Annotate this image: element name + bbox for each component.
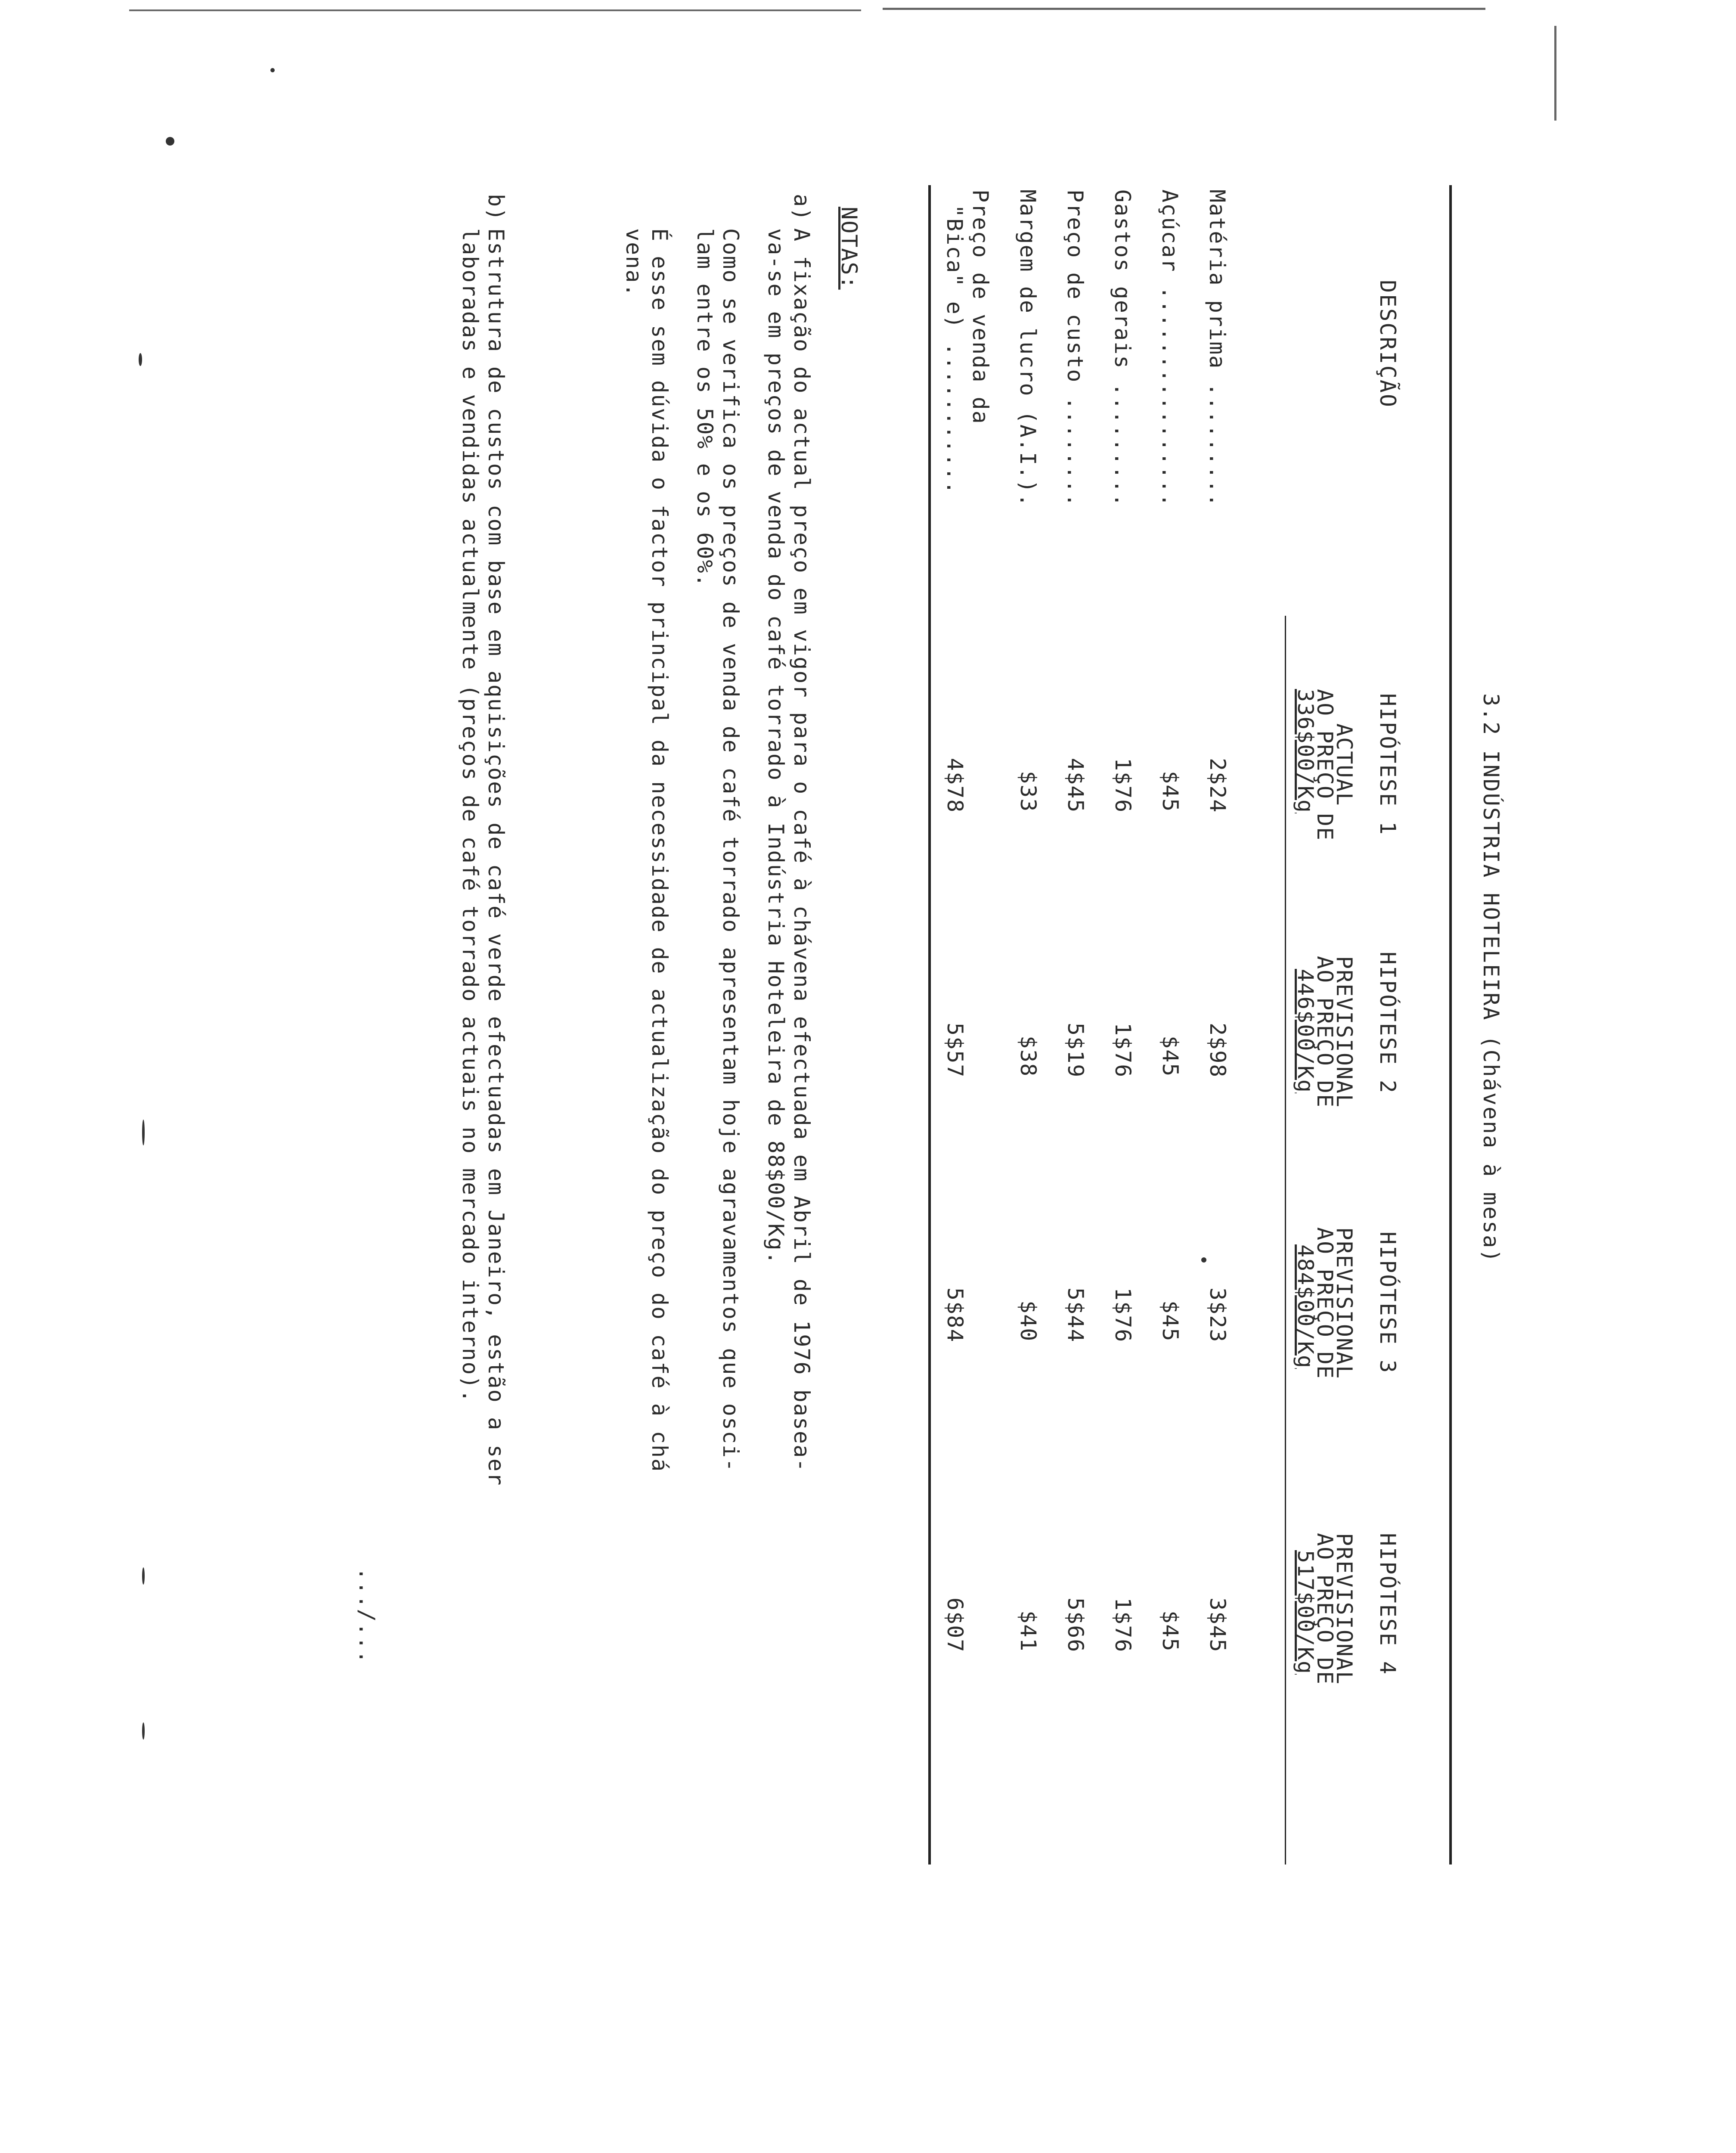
column-header-3: HIPÓTESE 3	[1375, 1232, 1400, 1374]
cell-r2-c3: $45	[1158, 1300, 1183, 1342]
row-label-materia-prima: Matéria prima .........	[1205, 189, 1230, 508]
cell-r3-c1: 1$76	[1110, 758, 1135, 813]
cell-r1-c4: 3$45	[1205, 1598, 1230, 1653]
column-subheader-2c: 446$00/Kg	[1293, 969, 1318, 1093]
note-a-line-4: lam entre os 50% e os 60%.	[692, 228, 717, 588]
note-a-line-5: É esse sem dúvida o factor principal da necessidade de actualização do preço do café à chá	[647, 228, 672, 1473]
notes-heading: NOTAS:	[837, 207, 862, 290]
column-subheader-4c: 517$00/Kg	[1293, 1550, 1318, 1675]
note-a-line-6: vena.	[621, 228, 646, 298]
cell-r2-c1: $45	[1158, 771, 1183, 813]
column-header-4: HIPÓTESE 4	[1375, 1533, 1400, 1676]
cell-r4-c4: 5$66	[1063, 1598, 1088, 1653]
cell-r3-c3: 1$76	[1110, 1287, 1135, 1343]
cell-r5-c2: $38	[1016, 1036, 1041, 1077]
column-subheader-2a: PREVISIONAL	[1332, 956, 1357, 1108]
column-subheader-3c: 484$00/Kg	[1293, 1244, 1318, 1369]
row-label-bica: "Bica" e) ...........	[942, 205, 967, 495]
cell-r2-c2: $45	[1158, 1036, 1183, 1077]
cell-r4-c3: 5$44	[1063, 1287, 1088, 1343]
table-bottom-rule	[928, 185, 931, 1864]
cell-r4-c1: 4$45	[1063, 758, 1088, 813]
continuation-mark: .../...	[354, 1567, 379, 1664]
row-label-acucar: Açúcar ................	[1157, 189, 1182, 508]
cell-r1-c1: 2$24	[1205, 758, 1230, 813]
row-label-margem-lucro: Margem de lucro (A.I.).	[1015, 189, 1040, 508]
column-header-2: HIPÓTESE 2	[1375, 952, 1400, 1095]
column-subheader-1b: AO PREÇO DE	[1312, 689, 1337, 841]
header-bottom-rule	[1285, 616, 1286, 1864]
cell-r6-c2: 5$57	[942, 1023, 967, 1078]
document-title: 3.2 INDÚSTRIA HOTELEIRA (Chávena à mesa)	[1479, 693, 1504, 1264]
row-label-gastos-gerais: Gastos gerais .........	[1110, 189, 1135, 508]
row-label-preco-custo: Preço de custo ........	[1063, 189, 1088, 508]
note-a-line-3: Como se verifica os preços de venda de café torrado apresentam hoje agravamentos que osci-	[718, 228, 743, 1473]
cell-r2-c4: $45	[1158, 1610, 1183, 1652]
row-label-preco-venda: Preço de venda da	[968, 189, 993, 425]
note-b-line-1: Estrutura de custos com base em aquisições de café verde efectuadas em Janeiro, estão a ser	[484, 228, 508, 1486]
cell-r5-c4: $41	[1016, 1610, 1041, 1652]
note-a-marker: a)	[789, 194, 814, 222]
cell-r5-c3: $40	[1016, 1300, 1041, 1342]
cell-r1-c3: 3$23	[1205, 1287, 1230, 1343]
table-top-rule	[1449, 185, 1452, 1864]
column-subheader-1c: 336$00/Kg	[1293, 689, 1318, 813]
cell-r6-c3: 5$84	[942, 1287, 967, 1343]
note-a-line-1: A fixação do actual preço em vigor para o café à chávena efectuada em Abril de 1976 basea-	[789, 228, 814, 1473]
column-subheader-3b: AO PREÇO DE	[1312, 1227, 1337, 1380]
cell-r4-c2: 5$19	[1063, 1023, 1088, 1078]
note-b-marker: b)	[484, 194, 508, 222]
column-subheader-3a: PREVISIONAL	[1332, 1227, 1357, 1380]
note-b-line-2: laboradas e vendidas actualmente (preços de café torrado actuais no mercado interno).	[458, 228, 483, 1403]
column-header-1: HIPÓTESE 1	[1375, 693, 1400, 836]
column-subheader-2b: AO PREÇO DE	[1312, 956, 1337, 1108]
cell-r6-c4: 6$07	[942, 1598, 967, 1653]
note-a-line-2: va-se em preços de venda do café torrado à Indústria Hoteleira de 88$00/Kg.	[763, 228, 788, 1265]
column-subheader-1a: ACTUAL	[1332, 723, 1357, 807]
cell-r6-c1: 4$78	[942, 758, 967, 813]
column-subheader-4a: PREVISIONAL	[1332, 1533, 1357, 1685]
cell-r1-c2: 2$98	[1205, 1023, 1230, 1078]
cell-r3-c4: 1$76	[1110, 1598, 1135, 1653]
column-subheader-4b: AO PREÇO DE	[1312, 1533, 1337, 1685]
description-header: DESCRIÇÃO	[1375, 280, 1400, 408]
cell-r5-c1: $33	[1016, 771, 1041, 813]
cell-r3-c2: 1$76	[1110, 1023, 1135, 1078]
